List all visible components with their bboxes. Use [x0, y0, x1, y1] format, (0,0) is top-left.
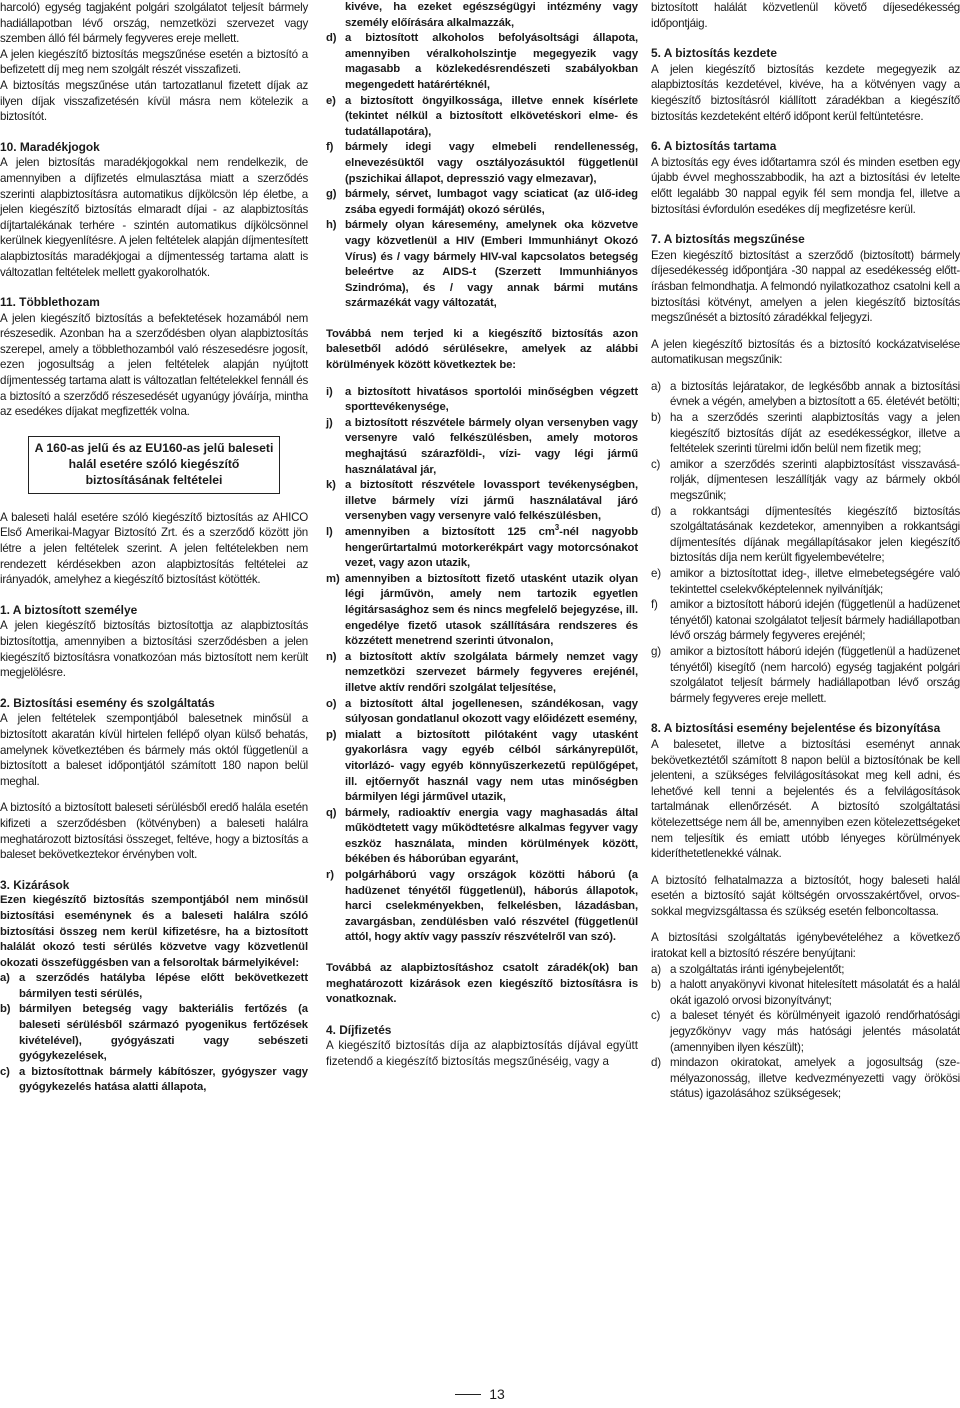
list-item	[326, 416, 638, 478]
list-text: a biztosított aktív szolgálata bármely nemzet vagy nemzetközi szervezet bármely fegyveres erejénél, illetve aktív rendőri szolgálat teljesítése,	[345, 650, 638, 694]
list-item	[651, 1055, 960, 1102]
paragraph: A jelen kiegészítő biztosítás kezdete megegyezik az alapbiztosítás kezdetével, kivéve, ha a kötvényen vagy a kiegészítő biztosításról kiállított záradékban a kiegészítő biztosítás kezdeteként eltérő időpont kerül feltüntetésre.	[651, 62, 960, 123]
section-heading: 10. Maradékjogok	[0, 139, 100, 154]
list-item	[326, 525, 638, 572]
list-text: amennyiben a biztosított 125 cm	[345, 526, 555, 538]
list-text: a biztosított részvétele lovassport tevékenységben, illetve bármely vízi jármű használatával járó versenyben vagy versenyre való felkészülésben,	[345, 479, 638, 523]
list-text: a rokkantsági díjmentesítés kiegészítő biztosítás szolgáltatásának kezdetekor, amennyiben a rokkantsági díjmentesítés díjának megállapításakor jelen kiegészítő biztosítás díja nem került figyelembevételre;	[670, 504, 960, 565]
list-text: ha a szerződés szerinti alapbiztosítás vagy a jelen kiegészítő biztosítás díját az esedékességkor, illetve a feltételek szerinti türelmi időn belül nem fizetik meg;	[670, 411, 960, 456]
paragraph: kivéve, ha ezeket egészségügyi intézmény vagy személy előírására alkalmazzák,	[345, 1, 638, 29]
list-item	[651, 566, 960, 597]
paragraph: A biztosítási szolgáltatás igénybevételéhez a következő iratokat kell a biztosító részére benyújtani:	[651, 931, 960, 961]
list-item	[326, 806, 638, 868]
list-text: bármilyen betegség vagy bakteriális fertőzés (a baleseti sérülésből származó pyogenikus fertőzések kivételével), gyógyászati vagy sebészeti gyógykezelések,	[19, 1003, 308, 1063]
paragraph: A jelen kiegészítő biztosítás a befektetések hozamából nem részesedik. Azonban ha a szerződésben olyan alapbiztosítás szerepel, amely a többlethozamból való részesedésre jogosít, ezen jogosultság a jelen feltételek alapján nyújtott díjmentesség tartama alatt is változatlan feltételekkel fennáll és a biztosító a szerződő részesedését ugyanúgy jóváírja, mintha az esedékes díjakat megfizették volna.	[0, 311, 308, 419]
paragraph: harcoló) egység tagjaként polgári szolgálatot teljesít bármely hadiállapotban lévő ország, nemzetközi szervezet vagy szemben álló fél bármely fegyveres ereje mellett.	[0, 1, 308, 46]
list-text: mindazon okiratokat, amelyek a jogosultság (személyazonosság, illetve kedvezményezetti vagy örökösi státus) igazolásához szükségesek;	[670, 1056, 960, 1101]
list-item	[326, 31, 638, 93]
list-marker: m)	[326, 572, 340, 585]
list-item	[326, 218, 638, 312]
list-marker: e)	[326, 94, 336, 107]
paragraph: Ezen kiegészítő biztosítás szempontjából nem minősül biztosítási eseménynek és a baleseti halálra szóló biztosítási összeg nem kerül kifizetésre, ha a biztosított halálát okozó testi sérülés közvetve vagy közvetlenül okozati összefüggésben van a felsoroltak bármelyikével:	[0, 894, 308, 969]
paragraph: A biztosító a biztosított baleseti sérülésből eredő halála esetén kifizeti a szerződésben (kötvényben) a baleseti halálra meghatározott biztosítási összeget, feltéve, hogy a biztosítás a baleset bekövetkeztekor érvényben volt.	[0, 801, 308, 862]
list-text: a halott anyakönyvi kivonat hitelesített másolatát és a halál okát igazoló orvosi bizonyítványt;	[670, 978, 960, 1007]
list-marker: c)	[0, 1065, 10, 1078]
paragraph: A jelen kiegészítő biztosítás biztosítottja az alapbiztosítás biztosítottja, amennyiben a biztosítási szerződésben a jelen kiegészítő biztosításra vonatkozóan más biztosított nem került megjelölésre.	[0, 619, 308, 680]
paragraph: biztosított halálát közvetlenül követő díjesedékesség időpontjáig.	[651, 1, 960, 30]
paragraph: A jelen kiegészítő biztosítás és a biztosító kockázatviselése automatikusan megszűnik:	[651, 337, 960, 367]
list-item	[326, 187, 638, 218]
list-text: a biztosított alkoholos befolyásoltsági állapota, amennyiben véralkoholszintje megegyezik vagy magasabb a közlekedésrendészeti szabályokban megengedett határértéknél,	[345, 32, 638, 91]
list-marker: o)	[326, 697, 337, 710]
list-item	[326, 728, 638, 806]
list-item	[651, 410, 960, 457]
paragraph: Továbbá nem terjed ki a kiegészítő biztosítás azon balesetből adódó sérülésekre, amelyek az alábbi körülmények között következtek be:	[326, 327, 638, 372]
list-marker: f)	[326, 141, 334, 154]
list-text: bármely idegi vagy elmebeli rendellenesség, elnevezésüktől vagy osztályozásuktól függetlenül (pszichikai állapot, depresszió vagy elmezavar),	[345, 141, 638, 185]
list-item	[651, 597, 960, 644]
list-text: bármely olyan káresemény, amelynek oka közvetve vagy közvetlenül a HIV (Emberi Immunhiányt Okozó Vírus) és / vagy bármely HIV-val kapcsolatos betegség beleértve az AIDS-t (Szerzett Immunhiányos Szindróma), és / vagy annak bármi mutáns származékát vagy változatát,	[345, 219, 638, 310]
page-number	[0, 1386, 960, 1402]
list-text: a biztosított részvétele bármely olyan versenyben vagy versenyre való felkészülésben, amely motoros meghajtású szárazföldi-, vízi- vagy légi jármű használatával jár,	[345, 416, 638, 476]
list-marker: d)	[651, 504, 661, 518]
list-marker: c)	[651, 457, 661, 471]
column-middle	[326, 0, 638, 1070]
paragraph: A kiegészítő biztosítás díja az alapbiztosítás díjával együtt fizetendő a kiegészítő biztosítás megszűnéséig, vagy a	[326, 1039, 638, 1068]
list-item	[326, 650, 638, 697]
list-marker: g)	[651, 644, 661, 658]
list-item	[0, 971, 308, 1002]
column-left	[0, 0, 308, 1096]
superscript: 3	[554, 523, 560, 533]
list-text: polgárháború vagy országok közötti háború (a hadüzenet tényétől függetlenül), háborús állapotok, harci cselekményekben, felkelésben, lázadásban, zavargásban, zendülésben való részvétel (függetlenül attól, hogy aktív vagy passzív részvételről van szó).	[345, 869, 638, 944]
list-text: amennyiben a biztosított fizető utasként utazik olyan légi járművön, amely nem tartozik egyetlen légitársasághoz sem és nincs megfelelő bejegyzése, ill. engedélye fizető utasok szállítására rendszeres és közzétett menetrend szerinti útvonalon,	[345, 572, 638, 648]
list-marker: h)	[326, 219, 337, 232]
list-text: a szolgáltatás iránti igénybejelentőt;	[670, 962, 845, 976]
list-text: a biztosítottnak bármely kábítószer, gyógyszer vagy gyógykezelés hatása alatti állapota,	[19, 1065, 308, 1094]
section-title-box: A 160-as jelű és az EU160-as jelű baleseti halál esetére szóló kiegészítő biztosításának feltételei	[28, 436, 280, 494]
list-marker: r)	[326, 869, 334, 882]
list-item	[326, 385, 638, 416]
list-item	[326, 697, 638, 728]
list-text: amikor a biztosított háború idején (függetlenül a hadüzenet tényétől) katonai szolgálatot teljesít bármely hadiállapotban lévő ország bármely fegyveres erejénél;	[670, 598, 960, 643]
paragraph: A biztosítás egy éves időtartamra szól és minden esetben egy újabb évvel meghosszabbodik, ha azt a biztosítási év letelte előtt legalább 30 nappal egyik fél sem mondja fel, illetve a biztosítási évfordulón esedékes díj megfizetésre kerül.	[651, 155, 960, 216]
list-text: mialatt a biztosított pilótaként vagy utasként gyakorlásra vagy egyéb célból sárkányrepülőt, vitorlázó- vagy egyéb könnyűszerkezetű repülőgépet, ill. ejtőernyőt használ vagy nem utas minőségben bármilyen légi járművel utazik,	[345, 728, 638, 804]
list-item	[651, 977, 960, 1008]
list-marker: b)	[651, 978, 661, 992]
list-text: a biztosított által jogellenesen, szándékosan, vagy súlyosan gondatlanul okozott vagy előidézett esemény,	[345, 697, 638, 726]
list-marker: p)	[326, 728, 337, 741]
list-item	[651, 504, 960, 566]
list-item	[0, 1002, 308, 1064]
paragraph: A jelen feltételek szempontjából balesetnek minősül a biztosított akaratán kívül hirtelen fellépő olyan külső behatás, amelynek következtében és bármely más októl függetlenül a biztosított a baleset időpontjától számított 180 napon belül meghal.	[0, 712, 308, 788]
page-number-text: 13	[489, 1386, 505, 1402]
list-item	[0, 1065, 308, 1096]
list-marker: n)	[326, 650, 337, 663]
list-item	[651, 1008, 960, 1055]
section-heading: 3. Kizárások	[0, 877, 70, 892]
list-marker: a)	[651, 379, 661, 393]
column-right	[651, 0, 960, 1102]
list-marker: d)	[651, 1056, 661, 1070]
section-heading: 6. A biztosítás tartama	[651, 139, 777, 154]
section-heading: 5. A biztosítás kezdete	[651, 46, 777, 61]
list-marker: i)	[326, 385, 333, 398]
paragraph: Továbbá az alapbiztosításhoz csatolt záradék(ok) ban meghatározott kizárások ezen kiegészítő biztosításra is vonatkoznak.	[326, 962, 638, 1006]
section-heading: 8. A biztosítási esemény bejelentése és bizonyítása	[651, 721, 941, 736]
paragraph: A jelen kiegészítő biztosítás megszűnése esetén a biztosító a befizetett díj meg nem szolgált részét visszafizeti.	[0, 47, 308, 77]
paragraph: A biztosító felhatalmazza a biztosítót, hogy baleseti halál esetén a biztosító saját költségén orvosszakértővel, orvossokkal megvizsgáltassa és szükség esetén felboncoltassa.	[651, 873, 960, 918]
list-text: bármely, sérvet, lumbagot vagy sciaticat (az ülő-ideg zsába egyedi formáját) okozó sérülés,	[345, 188, 638, 216]
list-text: a biztosított hivatásos sportolói minőségben végzett sporttevékenysége,	[345, 385, 638, 414]
list-marker: f)	[651, 598, 658, 612]
list-item	[651, 379, 960, 410]
section-heading: 7. A biztosítás megszűnése	[651, 232, 805, 247]
list-marker: d)	[326, 32, 337, 45]
list-marker: a)	[0, 972, 10, 985]
list-text: amikor a szerződés szerinti alapbiztosítást visszavásárolják, díjmentesen leszállítják vagy az bármely okból megszűnik;	[670, 457, 960, 503]
list-text: a biztosított öngyilkossága, illetve ennek kísérlete (tekintet nélkül a biztosított elkövetéskori elme- és tudatállapotára),	[345, 94, 638, 138]
paragraph: A baleseti halál esetére szóló kiegészítő biztosítás az AHICO Első Amerikai-Magyar Biztosító Zrt. és a szerződő között jön létre a jelen feltételek szerint. A jelen feltételekben nem rendezett kérdésekben azon alapbiztosítás feltételei az irányadók, amelyhez a kiegészítő biztosítást kötötték.	[0, 510, 308, 587]
list-marker: c)	[651, 1009, 661, 1023]
list-item	[651, 962, 960, 978]
paragraph: A biztosítás megszűnése után tartozatlanul fizetett díjak az ilyen díjak visszafizetésén kívül másra nem kötelezik a biztosítót.	[0, 78, 308, 124]
section-heading: 11. Többlethozam	[0, 295, 100, 310]
list-text: amikor a biztosítottat ideg-, illetve elmebetegségére való tekintettel cselekvőképtelennek nyilvánítják;	[670, 567, 960, 596]
page-number-dash	[455, 1394, 481, 1395]
list-item	[651, 457, 960, 504]
list-marker: j)	[326, 416, 333, 429]
section-heading: 2. Biztosítási esemény és szolgáltatás	[0, 695, 215, 710]
list-text-continued: -nél nagyobb hengerűrtartalmú motorkerékpárt vagy motorcsónakot vezet, vagy azon utazik,	[345, 526, 638, 570]
list-marker: k)	[326, 479, 336, 492]
list-text: a szerződés hatályba lépése előtt bekövetkezett bármilyen testi sérülés,	[19, 972, 308, 1000]
paragraph: Ezen kiegészítő biztosítást a szerződő (biztosított) bármely díjesedékesség időpontjára -30 nappal az esedékesség előtt- írásban felmondhatja. A felmondó nyilatkozathoz csatolni kell a biztosítási kötvényt, amelyen a jelen kiegészítő biztosítás megszűnését a biztosító záradékkal feljegyzi.	[651, 248, 960, 325]
list-marker: b)	[651, 411, 661, 425]
list-item	[651, 644, 960, 706]
section-heading: 1. A biztosított személye	[0, 602, 138, 617]
list-marker: a)	[651, 962, 661, 976]
list-text: a biztosítás lejáratakor, de legkésőbb annak a biztosítási évnek a végén, amelyben a biztosított a 65. életévét betölti;	[670, 379, 960, 409]
list-text: a baleset tényét és körülményeit igazoló rendőrhatósági jegyzőkönyv vagy más hatósági jelentés másolatát (amennyiben ilyen készült);	[670, 1009, 960, 1054]
list-marker: q)	[326, 806, 337, 819]
list-marker: e)	[651, 567, 661, 580]
paragraph: A jelen biztosítás maradékjogokkal nem rendelkezik, de amennyiben a díjfizetés elmulasztása miatt a szerződés szerinti alapbiztosításra automatikus díjkölcsön lép életbe, a jelen kiegészítő biztosítás elmaradt díjai - az alapbiztosítás díjtartalékának terhére - szintén automatikus díjkölcsönnel kerülnek kiegyenlítésre. A jelen feltételek alapján díjmentesített alapbiztosítás maradékjogai a díjmentesség tartama alatt is változatlan feltételek mellett gyakorolhatók.	[0, 156, 308, 279]
list-text: amikor a biztosított háború idején (függetlenül a hadüzenet tényétől) kisegítő (nem harcoló) egység tagjaként polgári szolgálatot teljesít bármely hadiállapotban lévő ország bármely fegyveres ereje mellett.	[670, 644, 960, 705]
list-item	[326, 94, 638, 141]
list-marker: g)	[326, 188, 337, 201]
paragraph: A balesetet, illetve a biztosítási eseményt annak bekövetkeztétől számított 8 napon belül a biztosítónak be kell jelenteni, a szükséges felvilágosításokat meg kell adni, és lehetővé kell tenni a bejelentés és a felvilágosítások tartalmának ellenőrzését. A biztosító szolgáltatási kötelezettsége nem áll be, amennyiben ezen kötelezettségeket nem teljesítik és emiatt utóbb lényeges körülmények kideríthetetlenekké válnak.	[651, 737, 960, 861]
list-marker: b)	[0, 1003, 11, 1016]
list-item	[326, 868, 638, 946]
list-item	[326, 140, 638, 187]
list-item	[326, 572, 638, 650]
list-item	[326, 478, 638, 525]
section-heading: 4. Díjfizetés	[326, 1022, 392, 1037]
list-marker: l)	[326, 526, 333, 538]
list-text: bármely, radioaktív energia vagy maghasadás által működtetett vagy működtetésre alkalmas fegyver vagy eszköz használata, minden körülmények között, békében és háborúban egyaránt,	[345, 806, 638, 866]
